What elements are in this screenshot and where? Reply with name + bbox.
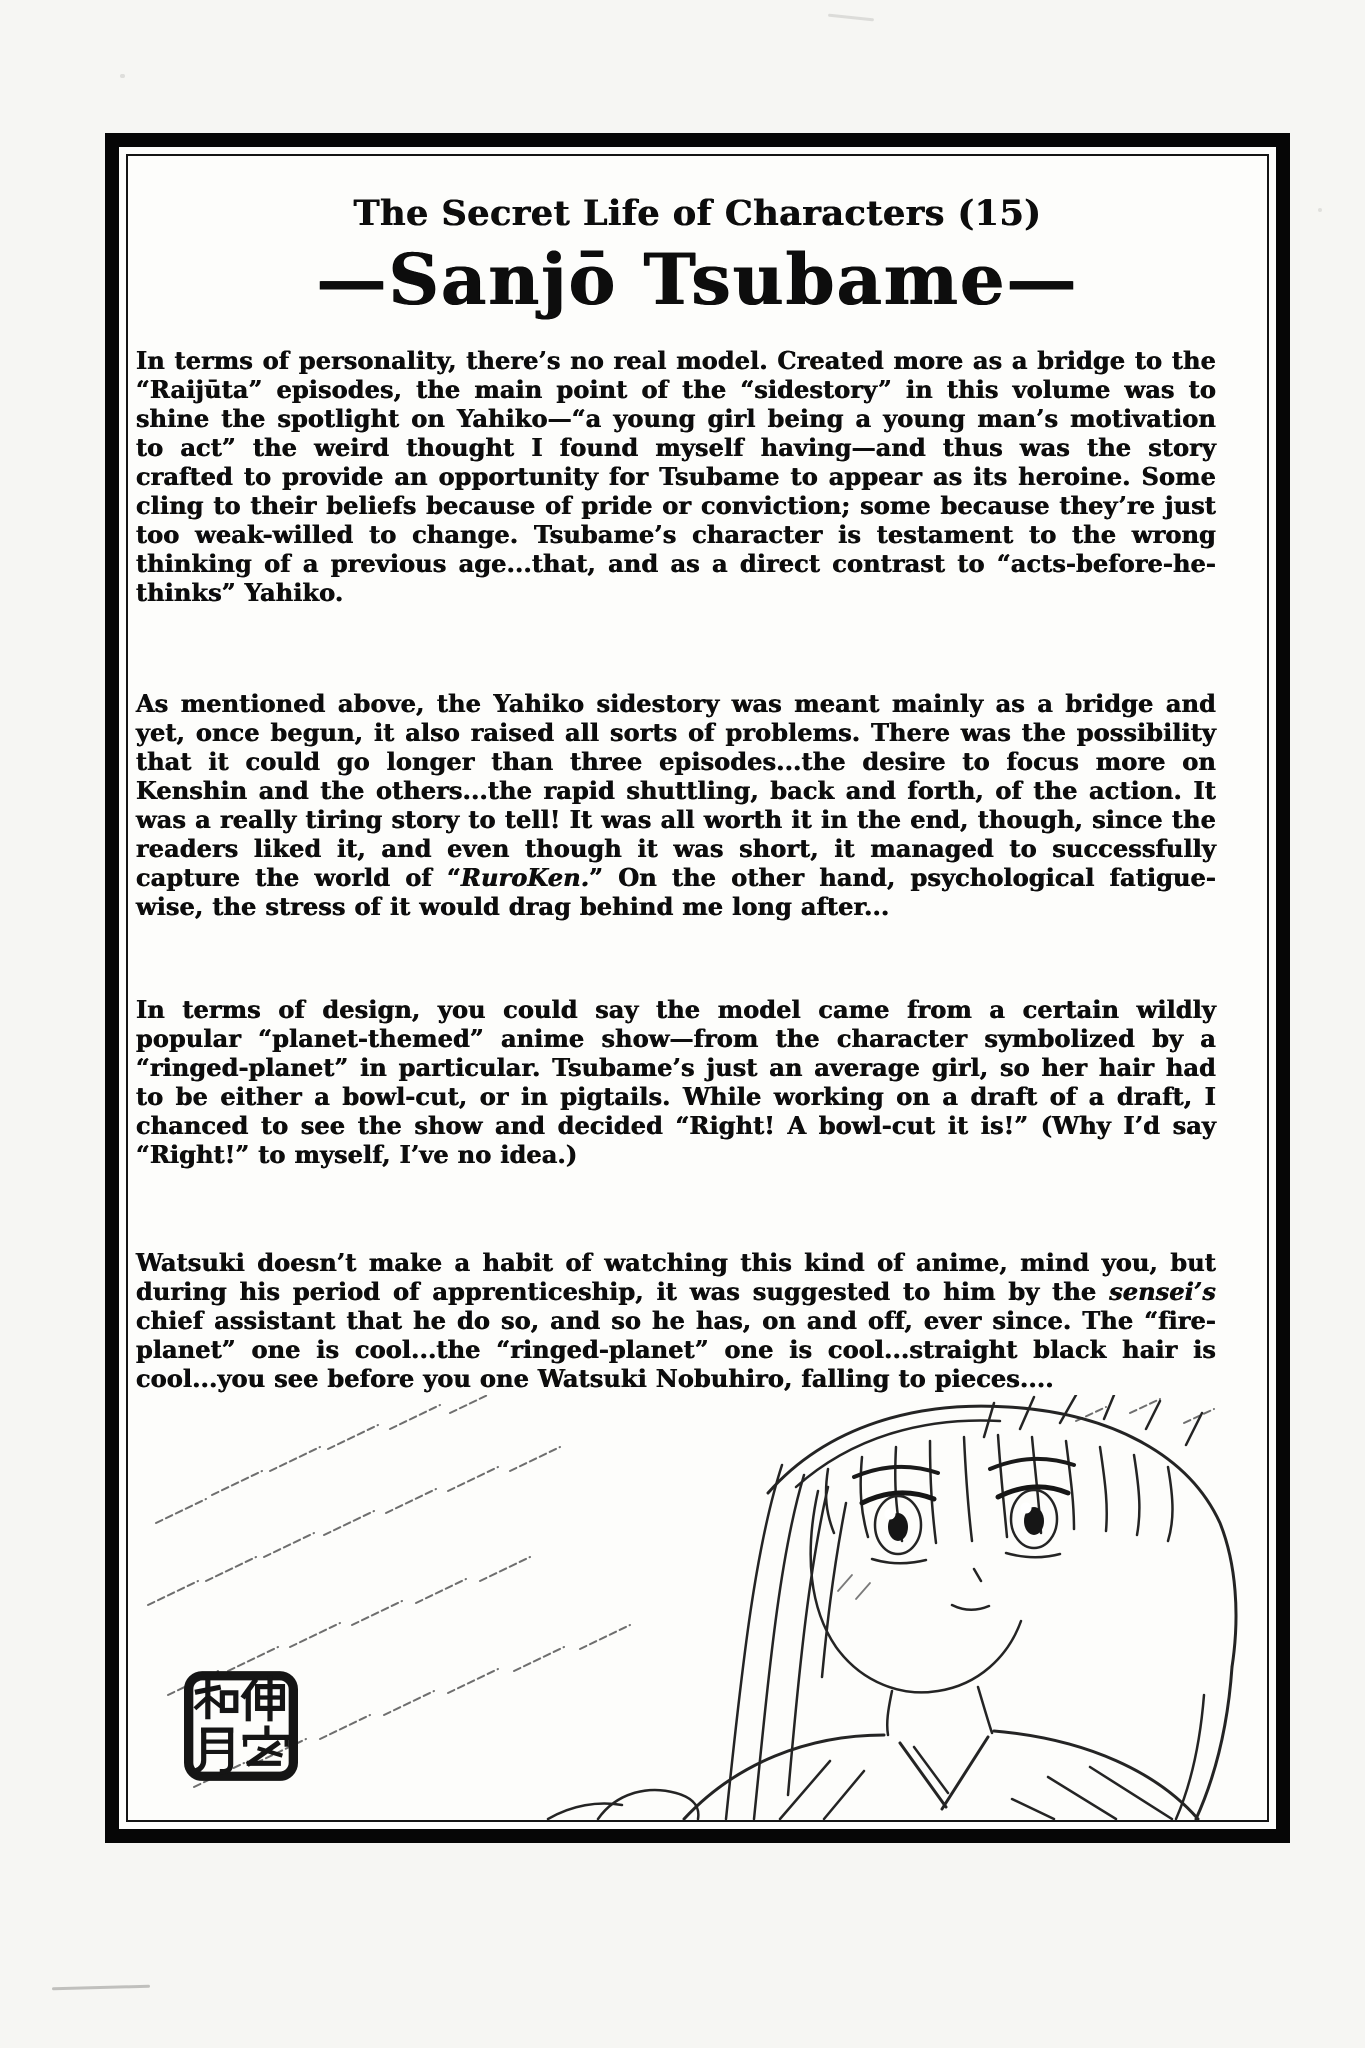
page-title: The Secret Life of Characters (15) — [353, 193, 1042, 234]
scan-smudge — [828, 14, 874, 22]
hair-strokes — [726, 1395, 1236, 1819]
page-content — [128, 156, 1267, 1820]
illustration-area — [128, 1395, 1267, 1820]
page-frame — [105, 133, 1290, 1843]
essay-paragraph-sidestory: As mentioned above, the Yahiko sidestory was meant mainly as a bridge and yet, once begun, it also raised all sorts of problems. There was the possibility that it could go longer than three episodes...the desire to focus more on Kenshin and the others...the rapid shuttling, back and forth, of the action. It was a really tiring story to tell! It was all worth it in the end, though, since the readers liked it, and even though it was short, it managed to successfully capture the world of “RuroKen.” On the other hand, psychological fatigue-wise, the stress of it would drag behind me long after... — [136, 689, 1217, 921]
face-strokes — [811, 1459, 1074, 1692]
seal-kanji-ko — [245, 1728, 286, 1763]
page-frame-inner-border — [126, 154, 1269, 1822]
tsubame-sketch-image — [128, 1395, 1267, 1820]
essay-paragraph-anime: Watsuki doesn’t make a habit of watching this kind of anime, mind you, but during his period of apprenticeship, it was suggested to him by the sensei’s chief assistant that he do so, and so he has, on and off, ever since. The “fire-planet” one is cool...the “ringed-planet” one is cool...straight black hair is cool...you see before you one Watsuki Nobuhiro, falling to pieces.... — [136, 1248, 1216, 1393]
pencil-hatching — [148, 1395, 1214, 1787]
essay-text — [136, 346, 1216, 1393]
scan-speck — [120, 74, 125, 78]
scan-smudge — [52, 1985, 150, 1991]
scan-speck — [1318, 208, 1322, 212]
essay-paragraph-personality: In terms of personality, there’s no real model. Created more as a bridge to the “Raijūta” episodes, the main point of the “sidestory” in this volume was to shine the spotlight on Yahiko—“a young girl being a young man’s motivation to act” the weird thought I found myself having—and thus was the story crafted to provide an opportunity for Tsubame to appear as its heroine. Some cling to their beliefs because of pride or conviction; some because they’re just too weak-willed to change. Tsubame’s character is testament to the wrong thinking of a previous age...that, and as a direct contrast to “acts-before-he-thinks” Yahiko. — [136, 346, 1216, 607]
body-strokes — [548, 1687, 1198, 1819]
seal-kanji-getsu — [196, 1730, 230, 1771]
seal-kanji-wa — [196, 1680, 235, 1716]
essay-paragraph-design: In terms of design, you could say the model came from a certain wildly popular “planet-themed” anime show—from the character symbolized by a “ringed-planet” in particular. Tsubame’s just an average girl, so her hair had to be either a bowl-cut, or in pigtails. While working on a draft of a draft, I chanced to see the show and decided “Right! A bowl-cut it is!” (Why I’d say “Right!” to myself, I’ve no idea.) — [136, 995, 1216, 1169]
character-title: —Sanjō Tsubame— — [316, 238, 1079, 321]
seal-kanji-shin — [244, 1678, 282, 1718]
artist-seal — [184, 1671, 298, 1781]
